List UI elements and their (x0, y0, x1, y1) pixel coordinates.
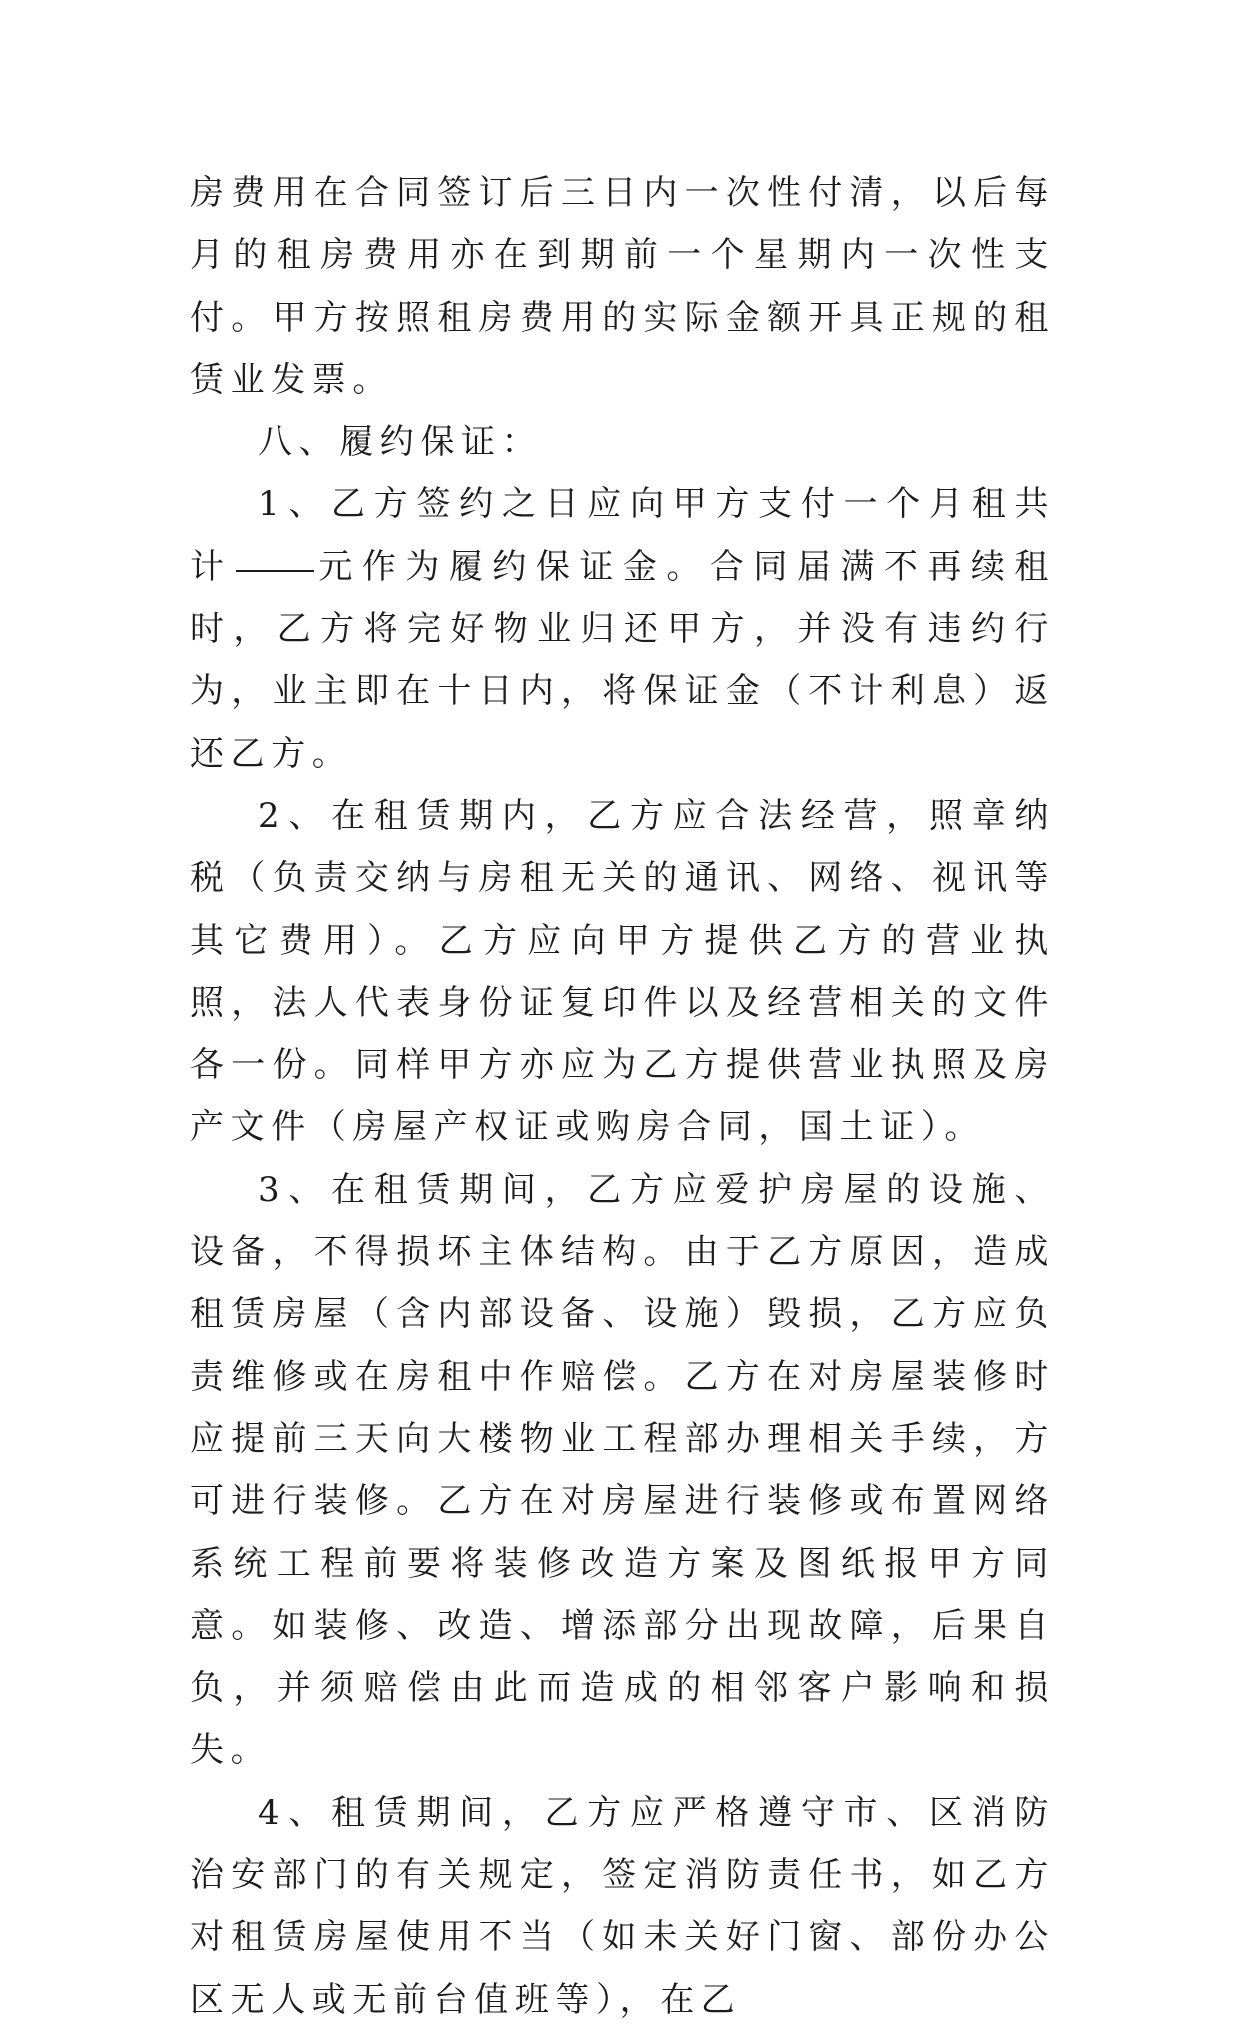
clause-1-text-start: 1、乙方签约之日应向甲方支付一个月租共计 (190, 484, 1055, 587)
clause-1-text-end: 元作为履约保证金。合同届满不再续租时，乙方将完好物业归还甲方，并没有违约行为，业主即在十日内，将保证金（不计利息）返还乙方。 (190, 546, 1055, 774)
amount-blank (236, 570, 314, 572)
paragraph-clause-3: 3、在租赁期间，乙方应爱护房屋的设施、设备，不得损坏主体结构。由于乙方原因，造成租赁房屋（含内部设备、设施）毁损，乙方应负责维修或在房租中作赔偿。乙方在对房屋装修时应提前三天向大楼物业工程部办理相关手续，方可进行装修。乙方在对房屋进行装修或布置网络系统工程前要将装修改造方案及图纸报甲方同意。如装修、改造、增添部分出现故障，后果自负，并须赔偿由此而造成的相邻客户影响和损失。 (190, 1169, 1055, 1771)
paragraph-clause-1 (190, 473, 1055, 784)
paragraph-clause-2: 2、在租赁期内，乙方应合法经营，照章纳税（负责交纳与房租无关的通讯、网络、视讯等其它费用）。乙方应向甲方提供乙方的营业执照，法人代表身份证复印件以及经营相关的文件各一份。同样甲方亦应为乙方提供营业执照及房产文件（房屋产权证或购房合同，国土证）。 (190, 795, 1055, 1148)
paragraph-rent-payment: 房费用在合同签订后三日内一次性付清，以后每月的租房费用亦在到期前一个星期内一次性支付。甲方按照租房费用的实际金额开具正规的租赁业发票。 (190, 173, 1055, 400)
section-heading-performance-guarantee: 八、履约保证： (258, 422, 543, 463)
paragraph-clause-4: 4、租赁期间，乙方应严格遵守市、区消防治安部门的有关规定，签定消防责任书，如乙方对租赁房屋使用不当（如未关好门窗、部份办公区无人或无前台值班等），在乙 (190, 1792, 1055, 2020)
document-body (190, 162, 1055, 2031)
